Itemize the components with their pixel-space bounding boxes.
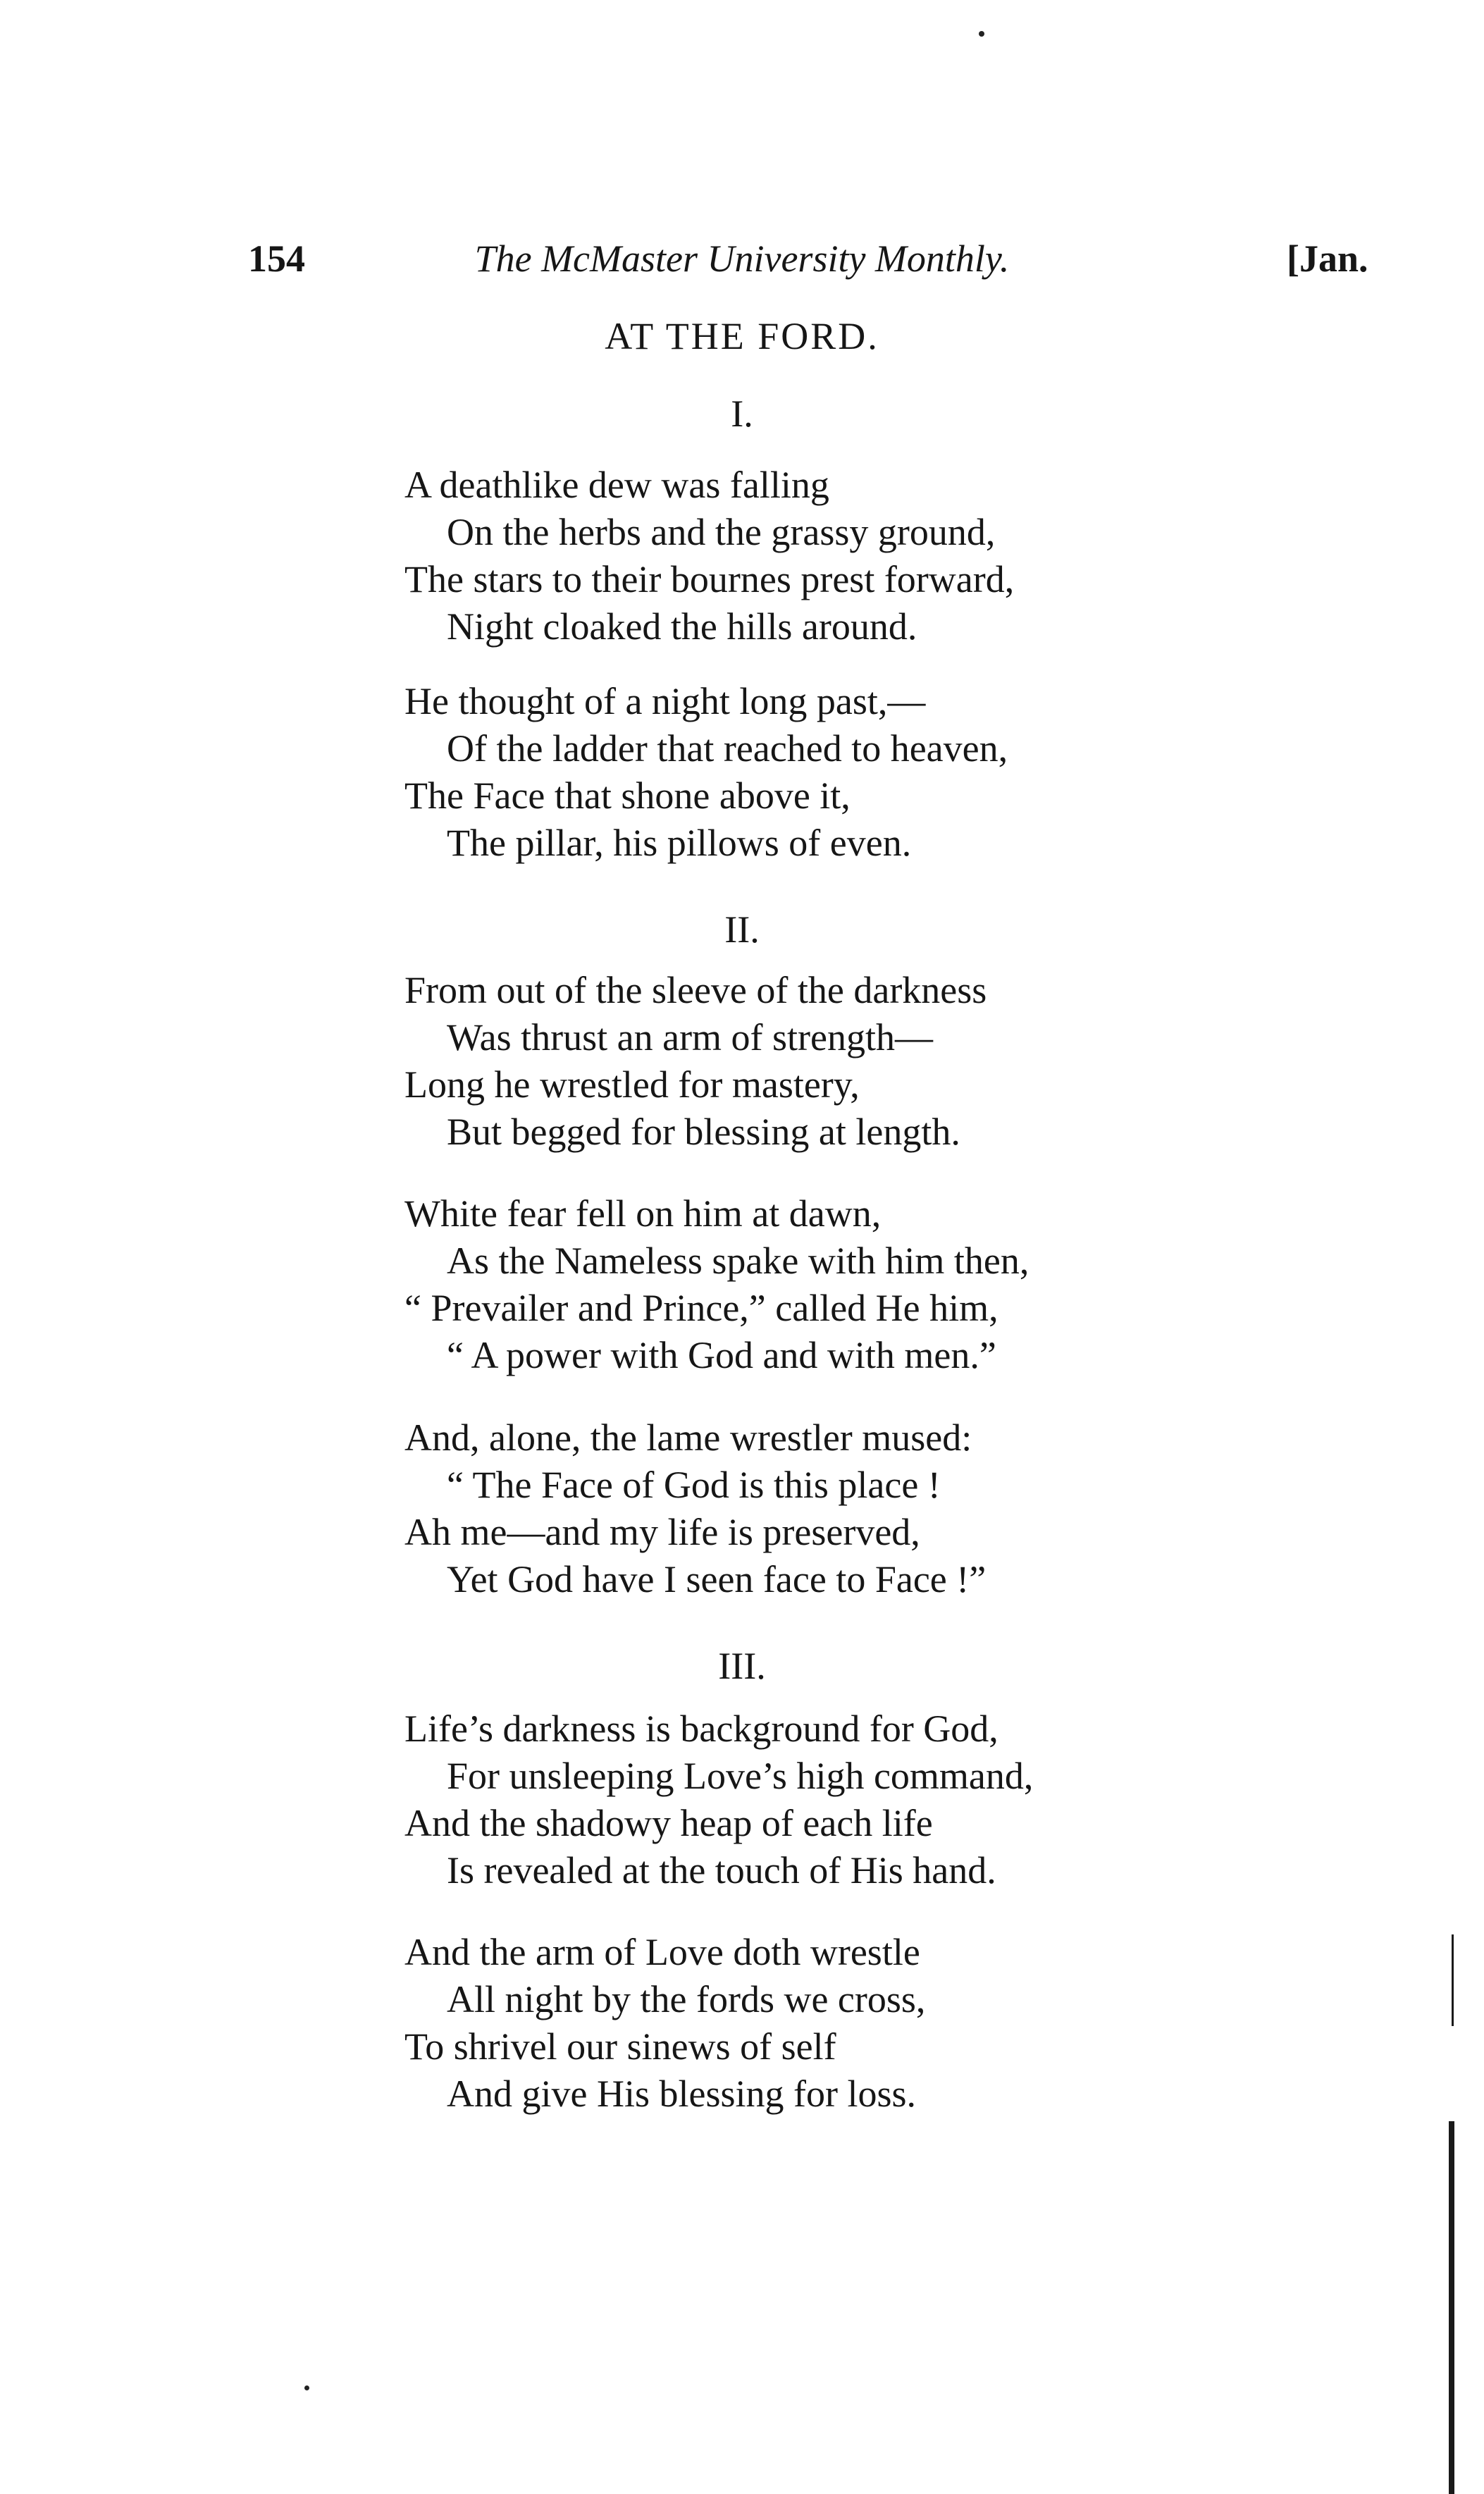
section-numeral-ii: II. xyxy=(724,908,760,951)
poem-line: The stars to their bournes prest forward, xyxy=(404,558,1015,600)
poem-line: On the herbs and the grassy ground, xyxy=(447,511,996,553)
page-number: 154 xyxy=(248,237,305,280)
page-header xyxy=(0,237,1484,293)
scan-speck-top xyxy=(979,31,984,37)
stanza-5 xyxy=(404,1414,1391,1603)
poem-line: The Face that shone above it, xyxy=(404,774,851,817)
poem-line: Is revealed at the touch of His hand. xyxy=(447,1849,996,1891)
stanza-7 xyxy=(404,1929,1391,2118)
poem-line: From out of the sleeve of the darkness xyxy=(404,969,987,1011)
scan-edge-line-upper xyxy=(1452,1934,1454,2026)
poem-line: All night by the fords we cross, xyxy=(447,1978,926,2020)
poem-line: Long he wrestled for mastery, xyxy=(404,1063,860,1106)
poem-line: Night cloaked the hills around. xyxy=(447,605,917,648)
stanza-2 xyxy=(404,678,1391,867)
issue-month: [Jan. xyxy=(1287,237,1368,280)
poem-line: And the arm of Love doth wrestle xyxy=(404,1931,920,1973)
poem-line: As the Nameless spake with him then, xyxy=(447,1240,1029,1282)
poem-line: And, alone, the lame wrestler mused: xyxy=(404,1416,972,1459)
poem-line: But begged for blessing at length. xyxy=(447,1111,960,1153)
section-numeral-iii: III. xyxy=(718,1645,766,1687)
poem-line: Of the ladder that reached to heaven, xyxy=(447,727,1008,770)
stanza-4 xyxy=(404,1190,1391,1379)
poem-line: Yet God have I seen face to Face !” xyxy=(447,1558,987,1600)
poem-line: He thought of a night long past,— xyxy=(404,680,926,722)
poem-line: A deathlike dew was falling xyxy=(404,464,829,506)
poem-line: And give His blessing for loss. xyxy=(447,2073,916,2115)
poem-line: Was thrust an arm of strength— xyxy=(447,1016,934,1058)
scan-edge-line-lower xyxy=(1449,2121,1454,2494)
poem-title: AT THE FORD. xyxy=(605,315,879,357)
poem-line: White fear fell on him at dawn, xyxy=(404,1192,882,1235)
poem-line: And the shadowy heap of each life xyxy=(404,1802,933,1844)
poem-line: To shrivel our sinews of self xyxy=(404,2025,836,2068)
stanza-6 xyxy=(404,1705,1391,1894)
poem-line: For unsleeping Love’s high command, xyxy=(447,1755,1034,1797)
scan-speck-bottom xyxy=(304,2385,309,2390)
poem-line: Life’s darkness is background for God, xyxy=(404,1708,998,1750)
stanza-3 xyxy=(404,967,1391,1156)
poem-line: “ The Face of God is this place ! xyxy=(447,1464,941,1506)
poem-line: “ Prevailer and Prince,” called He him, xyxy=(404,1287,998,1329)
journal-title: The McMaster University Monthly. xyxy=(474,237,1010,280)
poem-line: Ah me—and my life is preserved, xyxy=(404,1511,920,1553)
poem-line: “ A power with God and with men.” xyxy=(447,1334,996,1376)
stanza-1 xyxy=(404,462,1391,650)
poem-line: The pillar, his pillows of even. xyxy=(447,822,912,864)
section-numeral-i: I. xyxy=(731,393,753,435)
